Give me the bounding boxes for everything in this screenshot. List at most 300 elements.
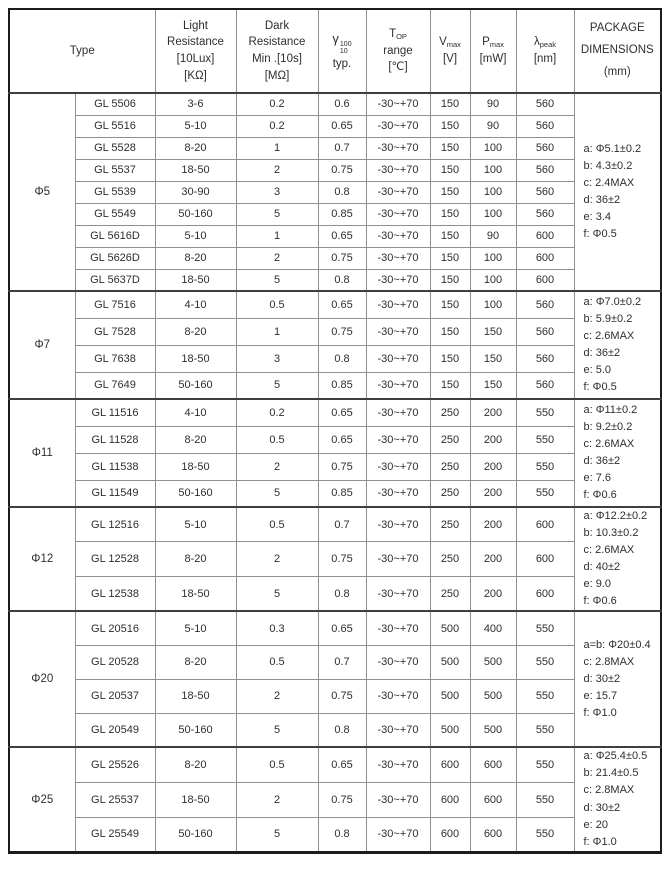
value-cell: 0.75 <box>318 318 366 345</box>
value-cell: 2 <box>236 542 318 577</box>
value-cell: -30~+70 <box>366 372 430 399</box>
table-body <box>9 93 661 852</box>
model-cell: GL 11528 <box>75 426 155 453</box>
table-row <box>9 747 661 782</box>
package-dimensions-lines <box>584 141 661 243</box>
value-cell: 200 <box>470 453 516 480</box>
value-cell: 100 <box>470 291 516 318</box>
model-cell: GL 11516 <box>75 399 155 426</box>
value-cell: 50-160 <box>155 480 236 507</box>
value-cell: 250 <box>430 480 470 507</box>
value-cell: 150 <box>430 372 470 399</box>
value-cell: 150 <box>430 159 470 181</box>
value-cell: 0.65 <box>318 291 366 318</box>
header-dark-resistance: Dark Resistance Min .[10s] [MΩ] <box>236 9 318 93</box>
value-cell: 200 <box>470 542 516 577</box>
model-cell: GL 25526 <box>75 747 155 782</box>
value-cell: 550 <box>516 426 574 453</box>
package-dimension-line: c: 2.6MAX <box>583 329 635 342</box>
value-cell: 250 <box>430 399 470 426</box>
model-cell: GL 5626D <box>75 247 155 269</box>
model-cell: GL 20516 <box>75 611 155 645</box>
value-cell: 2 <box>236 679 318 713</box>
value-cell: 0.75 <box>318 159 366 181</box>
value-cell: 0.65 <box>318 399 366 426</box>
package-dimension-line: c: 2.6MAX <box>583 544 635 557</box>
table-row <box>9 318 661 345</box>
value-cell: 550 <box>516 645 574 679</box>
value-cell: 100 <box>470 159 516 181</box>
package-dimension-line: d: 30±2 <box>583 672 621 685</box>
package-dimension-line: f: Φ0.6 <box>583 489 617 502</box>
value-cell: 18-50 <box>155 159 236 181</box>
value-cell: 0.75 <box>318 453 366 480</box>
value-cell: 150 <box>470 345 516 372</box>
value-cell: -30~+70 <box>366 159 430 181</box>
table-row <box>9 93 661 115</box>
table-row <box>9 679 661 713</box>
value-cell: -30~+70 <box>366 115 430 137</box>
value-cell: -30~+70 <box>366 817 430 852</box>
package-dimension-line: f: Φ1.0 <box>583 706 617 719</box>
value-cell: 18-50 <box>155 345 236 372</box>
header-light-resistance: Light Resistance [10Lux] [KΩ] <box>155 9 236 93</box>
value-cell: 600 <box>470 747 516 782</box>
model-cell: GL 5516 <box>75 115 155 137</box>
value-cell: 0.2 <box>236 399 318 426</box>
value-cell: 150 <box>430 291 470 318</box>
table-row <box>9 611 661 645</box>
value-cell: 8-20 <box>155 318 236 345</box>
value-cell: 0.8 <box>318 713 366 747</box>
value-cell: 0.65 <box>318 611 366 645</box>
table-row <box>9 225 661 247</box>
value-cell: 200 <box>470 577 516 612</box>
value-cell: 0.5 <box>236 747 318 782</box>
model-cell: GL 5616D <box>75 225 155 247</box>
model-cell: GL 7516 <box>75 291 155 318</box>
value-cell: 550 <box>516 399 574 426</box>
type-group-cell: Φ25 <box>9 747 75 852</box>
package-dimension-line: a: Φ5.1±0.2 <box>583 142 642 155</box>
header-type <box>9 9 155 93</box>
value-cell: 5-10 <box>155 611 236 645</box>
value-cell: -30~+70 <box>366 269 430 291</box>
header-top-range: $T_{OP}$ range [℃] <box>366 9 430 93</box>
value-cell: 90 <box>470 225 516 247</box>
value-cell: 550 <box>516 713 574 747</box>
value-cell: 600 <box>516 542 574 577</box>
value-cell: 2 <box>236 159 318 181</box>
package-dimensions-lines <box>584 402 661 504</box>
value-cell: 560 <box>516 159 574 181</box>
value-cell: 200 <box>470 399 516 426</box>
value-cell: 500 <box>470 713 516 747</box>
model-cell: GL 20549 <box>75 713 155 747</box>
table-row <box>9 372 661 399</box>
value-cell: -30~+70 <box>366 181 430 203</box>
table-row <box>9 577 661 612</box>
package-dimensions-lines <box>584 748 661 850</box>
package-dimension-line: e: 3.4 <box>583 211 612 224</box>
value-cell: 600 <box>430 782 470 817</box>
photoresistor-spec-table <box>8 8 662 854</box>
value-cell: 150 <box>430 318 470 345</box>
value-cell: 560 <box>516 203 574 225</box>
package-dimension-line: b: 21.4±0.5 <box>583 767 639 780</box>
value-cell: 560 <box>516 345 574 372</box>
table-row <box>9 453 661 480</box>
header-pmax: $P_{max}$ [mW] <box>470 9 516 93</box>
value-cell: 0.7 <box>318 507 366 542</box>
value-cell: 250 <box>430 453 470 480</box>
value-cell: 200 <box>470 480 516 507</box>
model-cell: GL 5539 <box>75 181 155 203</box>
value-cell: 560 <box>516 291 574 318</box>
value-cell: 2 <box>236 782 318 817</box>
header-lambda-peak: $\lambda_{peak}$ [nm] <box>516 9 574 93</box>
value-cell: 0.6 <box>318 93 366 115</box>
table-row <box>9 542 661 577</box>
package-dimension-line: f: Φ0.6 <box>583 595 617 608</box>
value-cell: 0.5 <box>236 291 318 318</box>
value-cell: 2 <box>236 247 318 269</box>
package-dimensions-cell <box>574 291 661 399</box>
model-cell: GL 25537 <box>75 782 155 817</box>
value-cell: 600 <box>430 747 470 782</box>
table-row <box>9 345 661 372</box>
value-cell: 3 <box>236 181 318 203</box>
value-cell: 8-20 <box>155 247 236 269</box>
header-vmax: $V_{max}$ [V] <box>430 9 470 93</box>
value-cell: -30~+70 <box>366 679 430 713</box>
model-cell: GL 25549 <box>75 817 155 852</box>
package-dimensions-cell <box>574 747 661 852</box>
value-cell: 8-20 <box>155 542 236 577</box>
value-cell: 0.7 <box>318 645 366 679</box>
value-cell: 5 <box>236 269 318 291</box>
value-cell: 250 <box>430 577 470 612</box>
value-cell: -30~+70 <box>366 453 430 480</box>
value-cell: 0.75 <box>318 679 366 713</box>
value-cell: 600 <box>516 269 574 291</box>
value-cell: -30~+70 <box>366 713 430 747</box>
model-cell: GL 7649 <box>75 372 155 399</box>
table-row <box>9 645 661 679</box>
value-cell: 0.65 <box>318 115 366 137</box>
value-cell: 5-10 <box>155 225 236 247</box>
value-cell: 0.5 <box>236 426 318 453</box>
table-row <box>9 817 661 852</box>
package-dimensions-cell <box>574 507 661 611</box>
value-cell: 0.75 <box>318 782 366 817</box>
value-cell: 0.65 <box>318 225 366 247</box>
value-cell: -30~+70 <box>366 426 430 453</box>
model-cell: GL 12528 <box>75 542 155 577</box>
table-header <box>9 9 661 93</box>
value-cell: -30~+70 <box>366 399 430 426</box>
table-row <box>9 291 661 318</box>
value-cell: -30~+70 <box>366 782 430 817</box>
table-row <box>9 181 661 203</box>
model-cell: GL 12538 <box>75 577 155 612</box>
value-cell: -30~+70 <box>366 645 430 679</box>
table-row <box>9 115 661 137</box>
value-cell: 50-160 <box>155 817 236 852</box>
table-row <box>9 426 661 453</box>
value-cell: 3 <box>236 345 318 372</box>
value-cell: 600 <box>430 817 470 852</box>
value-cell: 550 <box>516 747 574 782</box>
value-cell: -30~+70 <box>366 137 430 159</box>
table-row <box>9 782 661 817</box>
value-cell: 550 <box>516 453 574 480</box>
package-dimension-line: e: 20 <box>583 818 608 831</box>
value-cell: 560 <box>516 372 574 399</box>
value-cell: 4-10 <box>155 399 236 426</box>
value-cell: 0.65 <box>318 426 366 453</box>
package-dimension-line: c: 2.4MAX <box>583 176 635 189</box>
value-cell: 90 <box>470 93 516 115</box>
table-row <box>9 713 661 747</box>
value-cell: 150 <box>430 203 470 225</box>
value-cell: 5-10 <box>155 507 236 542</box>
value-cell: 560 <box>516 93 574 115</box>
value-cell: 5 <box>236 577 318 612</box>
package-dimension-line: a: Φ7.0±0.2 <box>583 295 642 308</box>
gamma-symbol: γ <box>332 30 339 46</box>
value-cell: -30~+70 <box>366 345 430 372</box>
model-cell: GL 5528 <box>75 137 155 159</box>
value-cell: 50-160 <box>155 372 236 399</box>
model-cell: GL 20537 <box>75 679 155 713</box>
package-dimension-line: e: 7.6 <box>583 472 612 485</box>
value-cell: 150 <box>470 372 516 399</box>
value-cell: 600 <box>516 225 574 247</box>
value-cell: 150 <box>430 269 470 291</box>
value-cell: 0.75 <box>318 542 366 577</box>
value-cell: 0.85 <box>318 203 366 225</box>
package-dimension-line: f: Φ0.5 <box>583 228 617 241</box>
value-cell: 18-50 <box>155 679 236 713</box>
value-cell: 8-20 <box>155 137 236 159</box>
value-cell: 5 <box>236 372 318 399</box>
package-dimension-line: c: 2.8MAX <box>583 784 635 797</box>
package-dimension-line: a: Φ12.2±0.2 <box>583 510 648 522</box>
package-dimension-line: d: 40±2 <box>583 561 621 574</box>
value-cell: 90 <box>470 115 516 137</box>
table-row <box>9 480 661 507</box>
value-cell: 0.2 <box>236 115 318 137</box>
value-cell: 500 <box>430 611 470 645</box>
package-dimensions-cell <box>574 93 661 291</box>
value-cell: 5 <box>236 203 318 225</box>
value-cell: 500 <box>430 713 470 747</box>
value-cell: 550 <box>516 480 574 507</box>
value-cell: -30~+70 <box>366 225 430 247</box>
value-cell: 150 <box>430 345 470 372</box>
package-dimension-line: f: Φ1.0 <box>583 835 617 848</box>
header-package-dimensions: PACKAGE DIMENSIONS (mm) <box>574 9 661 93</box>
value-cell: 200 <box>470 507 516 542</box>
value-cell: 150 <box>430 115 470 137</box>
model-cell: GL 20528 <box>75 645 155 679</box>
model-cell: GL 5506 <box>75 93 155 115</box>
package-dimension-line: b: 9.2±0.2 <box>583 420 633 433</box>
package-dimensions-cell <box>574 399 661 507</box>
value-cell: 550 <box>516 679 574 713</box>
value-cell: 500 <box>430 645 470 679</box>
value-cell: 600 <box>470 817 516 852</box>
value-cell: -30~+70 <box>366 747 430 782</box>
value-cell: 0.8 <box>318 269 366 291</box>
table-row <box>9 137 661 159</box>
value-cell: 18-50 <box>155 782 236 817</box>
value-cell: 30-90 <box>155 181 236 203</box>
package-dimension-line: d: 36±2 <box>583 347 621 359</box>
package-dimension-line: b: 10.3±0.2 <box>583 527 639 540</box>
value-cell: 100 <box>470 181 516 203</box>
value-cell: 550 <box>516 782 574 817</box>
package-dimension-line: a: Φ11±0.2 <box>583 403 638 416</box>
value-cell: 150 <box>430 137 470 159</box>
type-group-cell: Φ12 <box>9 507 75 611</box>
value-cell: 0.8 <box>318 345 366 372</box>
value-cell: 18-50 <box>155 577 236 612</box>
value-cell: 5 <box>236 713 318 747</box>
header-row <box>9 9 661 93</box>
model-cell: GL 5549 <box>75 203 155 225</box>
value-cell: 560 <box>516 137 574 159</box>
value-cell: 150 <box>430 93 470 115</box>
package-dimensions-lines <box>584 508 661 610</box>
value-cell: 500 <box>470 645 516 679</box>
value-cell: -30~+70 <box>366 507 430 542</box>
value-cell: 0.5 <box>236 645 318 679</box>
package-dimension-line: d: 36±2 <box>583 194 621 206</box>
value-cell: 600 <box>516 507 574 542</box>
type-group-cell: Φ7 <box>9 291 75 399</box>
value-cell: 3-6 <box>155 93 236 115</box>
value-cell: 5 <box>236 480 318 507</box>
package-dimension-line: f: Φ0.5 <box>583 381 617 394</box>
value-cell: 550 <box>516 817 574 852</box>
header-gamma: γ 100 10 typ. <box>318 9 366 93</box>
package-dimension-line: e: 5.0 <box>583 364 612 377</box>
value-cell: 1 <box>236 137 318 159</box>
value-cell: 550 <box>516 611 574 645</box>
value-cell: 250 <box>430 507 470 542</box>
value-cell: -30~+70 <box>366 577 430 612</box>
value-cell: 150 <box>430 181 470 203</box>
value-cell: 560 <box>516 115 574 137</box>
value-cell: 600 <box>470 782 516 817</box>
table-row <box>9 399 661 426</box>
value-cell: 0.8 <box>318 817 366 852</box>
value-cell: 100 <box>470 247 516 269</box>
value-cell: 500 <box>470 679 516 713</box>
value-cell: -30~+70 <box>366 247 430 269</box>
value-cell: 0.7 <box>318 137 366 159</box>
type-group-cell: Φ20 <box>9 611 75 747</box>
type-group-cell: Φ11 <box>9 399 75 507</box>
value-cell: -30~+70 <box>366 291 430 318</box>
value-cell: -30~+70 <box>366 480 430 507</box>
package-dimension-line: e: 9.0 <box>583 578 612 591</box>
value-cell: 1 <box>236 225 318 247</box>
value-cell: 18-50 <box>155 269 236 291</box>
value-cell: 600 <box>516 577 574 612</box>
table-row <box>9 203 661 225</box>
model-cell: GL 7528 <box>75 318 155 345</box>
package-dimension-line: e: 15.7 <box>583 689 618 702</box>
value-cell: 500 <box>430 679 470 713</box>
value-cell: 5-10 <box>155 115 236 137</box>
package-dimensions-cell <box>574 611 661 747</box>
value-cell: 8-20 <box>155 645 236 679</box>
value-cell: 4-10 <box>155 291 236 318</box>
value-cell: -30~+70 <box>366 93 430 115</box>
table-row <box>9 269 661 291</box>
value-cell: 0.8 <box>318 577 366 612</box>
model-cell: GL 7638 <box>75 345 155 372</box>
value-cell: 0.85 <box>318 372 366 399</box>
model-cell: GL 11549 <box>75 480 155 507</box>
value-cell: -30~+70 <box>366 542 430 577</box>
value-cell: 2 <box>236 453 318 480</box>
package-dimensions-lines <box>584 637 661 722</box>
package-dimension-line: b: 4.3±0.2 <box>583 159 633 172</box>
value-cell: 0.75 <box>318 247 366 269</box>
package-dimensions-lines <box>584 294 661 396</box>
value-cell: 0.85 <box>318 480 366 507</box>
header-type-label: Type <box>69 44 95 57</box>
value-cell: 600 <box>516 247 574 269</box>
model-cell: GL 11538 <box>75 453 155 480</box>
package-dimension-line: d: 36±2 <box>583 455 621 467</box>
value-cell: 8-20 <box>155 426 236 453</box>
model-cell: GL 5537 <box>75 159 155 181</box>
value-cell: 100 <box>470 137 516 159</box>
value-cell: -30~+70 <box>366 611 430 645</box>
value-cell: 200 <box>470 426 516 453</box>
value-cell: 50-160 <box>155 713 236 747</box>
value-cell: 0.65 <box>318 747 366 782</box>
value-cell: 560 <box>516 181 574 203</box>
value-cell: -30~+70 <box>366 203 430 225</box>
value-cell: 1 <box>236 318 318 345</box>
value-cell: 150 <box>430 247 470 269</box>
value-cell: 250 <box>430 542 470 577</box>
model-cell: GL 5637D <box>75 269 155 291</box>
value-cell: 0.5 <box>236 507 318 542</box>
value-cell: 560 <box>516 318 574 345</box>
package-dimension-line: a=b: Φ20±0.4 <box>583 638 651 651</box>
value-cell: 150 <box>470 318 516 345</box>
value-cell: 50-160 <box>155 203 236 225</box>
package-dimension-line: b: 5.9±0.2 <box>583 312 633 325</box>
value-cell: 400 <box>470 611 516 645</box>
table-row <box>9 159 661 181</box>
package-dimension-line: a: Φ25.4±0.5 <box>583 750 648 763</box>
value-cell: -30~+70 <box>366 318 430 345</box>
package-dimension-line: c: 2.8MAX <box>583 655 635 668</box>
type-group-cell: Φ5 <box>9 93 75 291</box>
value-cell: 0.8 <box>318 181 366 203</box>
package-dimension-line: c: 2.6MAX <box>583 437 635 450</box>
value-cell: 18-50 <box>155 453 236 480</box>
value-cell: 0.3 <box>236 611 318 645</box>
